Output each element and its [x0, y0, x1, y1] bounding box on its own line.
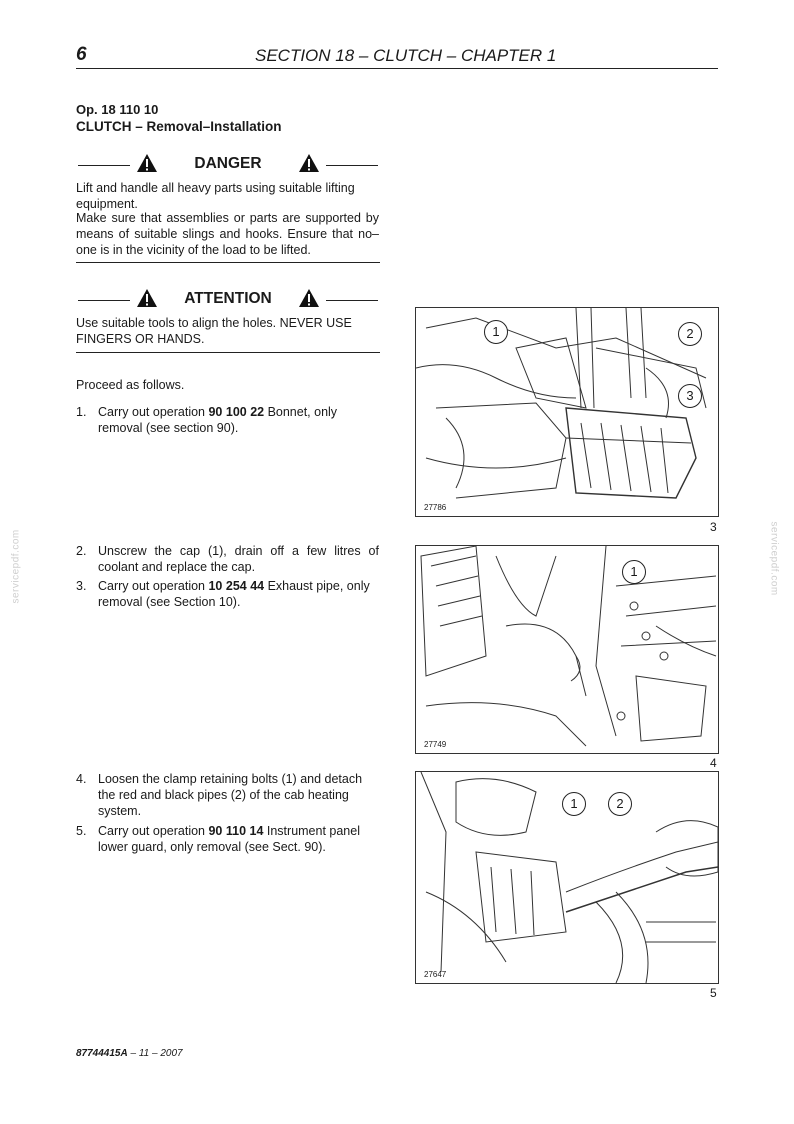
step-number: 4. — [76, 772, 87, 786]
figure-radiator-cap — [415, 545, 719, 754]
danger-bottom-rule — [76, 262, 380, 263]
section-title: SECTION 18 – CLUTCH – CHAPTER 1 — [255, 46, 557, 65]
step-text: Loosen the clamp retaining bolts (1) and detach the red and black pipes (2) of the cab heating system. — [98, 772, 363, 818]
callout-2: 2 — [608, 792, 632, 816]
heading-rule — [78, 165, 130, 166]
page-number: 6 — [76, 44, 87, 65]
step-text-post: Bonnet, only removal (see section 90). — [98, 405, 338, 435]
figure-number: 4 — [710, 756, 717, 770]
callout-2: 2 — [678, 322, 702, 346]
document-date: – 11 – 2007 — [127, 1048, 183, 1059]
operation-code: Op. 18 110 10 — [76, 102, 159, 117]
danger-text-1: Lift and handle all heavy parts using suitable lifting equipment. — [76, 181, 355, 211]
callout-1: 1 — [562, 792, 586, 816]
figure-code: 27749 — [424, 740, 447, 749]
step-number: 3. — [76, 579, 87, 593]
warning-triangle-icon — [136, 153, 158, 173]
step-text — [98, 578, 379, 610]
step-item — [76, 404, 379, 436]
intro-text: Proceed as follows. — [76, 378, 185, 392]
step-text — [98, 404, 379, 436]
danger-label: DANGER — [194, 155, 262, 172]
operation-number: 90 110 14 — [208, 824, 264, 838]
header-divider — [76, 68, 718, 69]
operation-number: 10 254 44 — [208, 579, 265, 593]
step-text: Unscrew the cap (1), drain off a few litres of coolant and replace the cap. — [98, 544, 379, 574]
footer — [76, 1048, 183, 1059]
figure-code: 27647 — [424, 970, 447, 979]
warning-triangle-icon — [298, 288, 320, 308]
danger-heading — [76, 153, 380, 179]
attention-label: ATTENTION — [184, 290, 272, 307]
figure-number: 5 — [710, 986, 717, 1000]
figure-heating-pipes — [415, 771, 719, 984]
operation-number: 90 100 22 — [208, 405, 265, 419]
step-text-post: Instrument panel lower guard, only removal (see Sect. 90). — [98, 824, 360, 854]
step-item — [76, 823, 379, 855]
figure-number: 3 — [710, 520, 717, 534]
heading-rule — [78, 300, 130, 301]
document-number: 87744415A — [76, 1048, 128, 1059]
step-text-pre: Carry out operation — [98, 405, 209, 419]
radiator-cap-illustration — [416, 546, 718, 753]
step-text — [98, 823, 379, 855]
warning-triangle-icon — [298, 153, 320, 173]
watermark-left: servicepdf.com — [10, 529, 22, 604]
step-number: 5. — [76, 824, 87, 838]
step-text-pre: Carry out operation — [98, 579, 209, 593]
heading-rule — [326, 300, 378, 301]
step-item — [76, 578, 379, 610]
step-text-pre: Carry out operation — [98, 824, 209, 838]
danger-text-2: Make sure that assemblies or parts are supported by means of suitable slings and hooks. Ensure that no–one is in the vicinity of the load to be lifted. — [76, 211, 379, 257]
callout-1: 1 — [622, 560, 646, 584]
operation-title: CLUTCH – Removal–Installation — [76, 119, 282, 134]
step-number: 1. — [76, 405, 87, 419]
callout-3: 3 — [678, 384, 702, 408]
step-text-post: Exhaust pipe, only removal (see Section 10). — [98, 579, 370, 609]
warning-triangle-icon — [136, 288, 158, 308]
figure-lifting-clutch — [415, 307, 719, 517]
attention-heading — [76, 288, 380, 314]
step-item — [76, 771, 379, 819]
heading-rule — [326, 165, 378, 166]
attention-bottom-rule — [76, 352, 380, 353]
step-item — [76, 543, 379, 575]
clutch-lifting-illustration — [416, 308, 718, 516]
watermark-right: servicepdf.com — [768, 521, 780, 596]
attention-text: Use suitable tools to align the holes. NEVER USE FINGERS OR HANDS. — [76, 316, 352, 346]
figure-code: 27786 — [424, 503, 447, 512]
step-number: 2. — [76, 544, 87, 558]
callout-1: 1 — [484, 320, 508, 344]
